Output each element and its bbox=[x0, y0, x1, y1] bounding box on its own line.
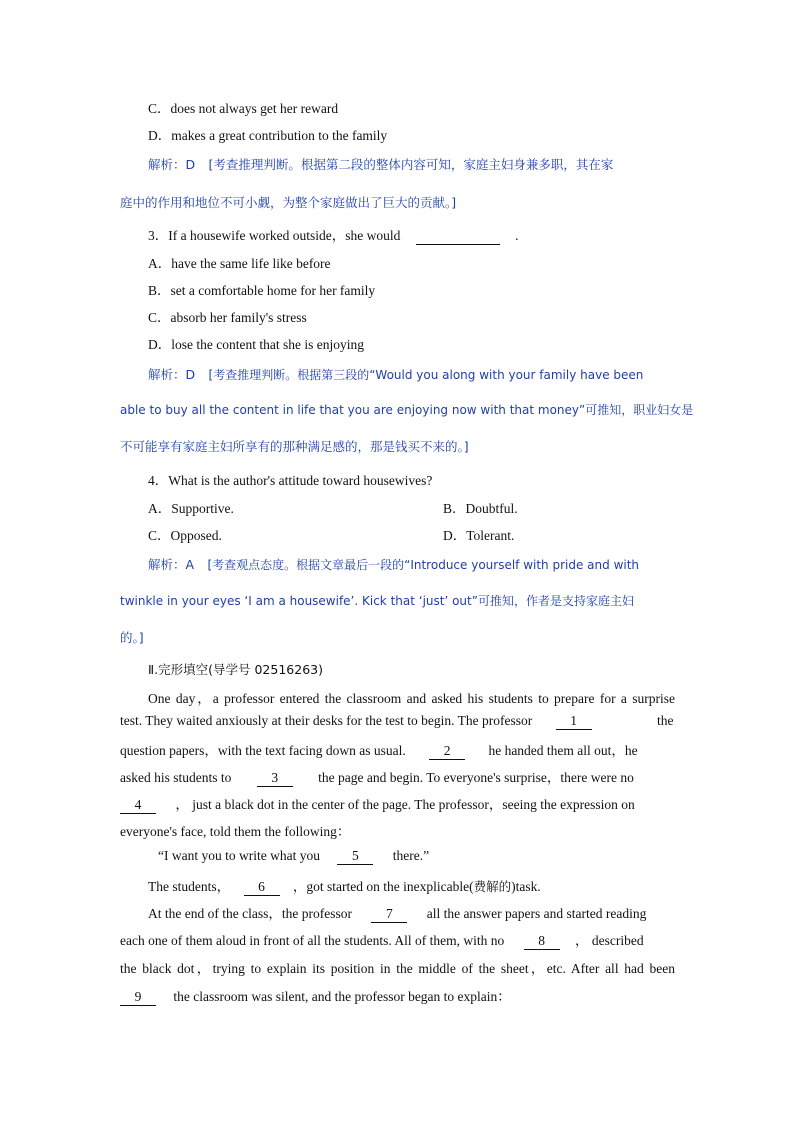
passage-text: ，got started on the inexplicable( bbox=[292, 879, 474, 894]
passage-text: the page and begin. To everyone's surprise，there were no bbox=[318, 770, 634, 785]
passage-line-7 bbox=[158, 848, 429, 865]
q3-option-a: A．have the same life like before bbox=[148, 256, 331, 271]
cloze-blank-5: 5 bbox=[337, 848, 373, 865]
q2-option-c: C．does not always get her reward bbox=[148, 101, 339, 116]
passage-line-6: everyone's face, told them the following： bbox=[120, 824, 351, 839]
q4-analysis-line1 bbox=[148, 555, 639, 573]
passage-text: “I want you to write what you bbox=[158, 848, 320, 863]
cloze-blank-1: 1 bbox=[556, 713, 592, 730]
q3-option-b: B．set a comfortable home for her family bbox=[148, 283, 376, 298]
passage-line-9 bbox=[148, 902, 646, 923]
passage-text: all the answer papers and started reading bbox=[426, 906, 647, 921]
passage-line-5 bbox=[120, 793, 635, 814]
q3-stem-text: 3．If a housewife worked outside，she would bbox=[148, 228, 401, 243]
q3-analysis-label: 解析：D bbox=[148, 367, 196, 382]
q2-analysis-text: [考查推理判断。根据第二段的整体内容可知，家庭主妇身兼多职，其在家 bbox=[208, 157, 614, 172]
q3-option-c: C．absorb her family's stress bbox=[148, 310, 307, 325]
passage-line-10 bbox=[120, 929, 644, 950]
passage-text: The students， bbox=[148, 879, 231, 894]
cloze-blank-2: 2 bbox=[429, 743, 465, 760]
passage-text: there.” bbox=[392, 848, 430, 863]
passage-text: At the end of the class，the professor bbox=[148, 906, 352, 921]
cloze-blank-7: 7 bbox=[371, 906, 407, 923]
q3-answer-blank bbox=[416, 228, 500, 245]
q4-option-a: A．Supportive. bbox=[148, 501, 234, 516]
passage-text: ， described bbox=[575, 933, 644, 948]
q3-analysis-line2: able to buy all the content in life that you are enjoying now with that money”可推知，职业妇女是 bbox=[120, 403, 694, 417]
passage-text-chinese: 费解的 bbox=[473, 879, 512, 894]
q2-analysis-label: 解析：D bbox=[148, 157, 196, 172]
q2-option-d: D．makes a great contribution to the family bbox=[148, 128, 388, 143]
passage-line-4 bbox=[120, 766, 634, 787]
passage-text: test. They waited anxiously at their desks for the test to begin. The professor bbox=[120, 713, 533, 728]
q3-option-d: D．lose the content that she is enjoying bbox=[148, 337, 364, 352]
passage-text: the bbox=[657, 713, 674, 728]
q4-option-b: B．Doubtful. bbox=[443, 501, 518, 516]
passage-text: the classroom was silent, and the professor began to explain： bbox=[173, 989, 511, 1004]
passage-text: asked his students to bbox=[120, 770, 232, 785]
q3-analysis-line1 bbox=[148, 365, 643, 383]
q3-analysis-line3: 不可能享有家庭主妇所享有的那种满足感的，那是钱买不来的。] bbox=[120, 439, 469, 454]
cloze-blank-3: 3 bbox=[257, 770, 293, 787]
passage-text: ， just a black dot in the center of the page. The professor，seeing the expression on bbox=[175, 797, 635, 812]
q2-analysis-line2: 庭中的作用和地位不可小觑，为整个家庭做出了巨大的贡献。] bbox=[120, 195, 457, 210]
q3-stem-end: . bbox=[515, 228, 519, 243]
cloze-blank-8: 8 bbox=[524, 933, 560, 950]
q4-option-c: C．Opposed. bbox=[148, 528, 222, 543]
passage-line-12 bbox=[120, 985, 511, 1006]
passage-line-1: One day，a professor entered the classroom and asked his students to prepare for a surprise bbox=[148, 691, 675, 706]
passage-line-2 bbox=[120, 713, 674, 730]
cloze-blank-4: 4 bbox=[120, 797, 156, 814]
q4-stem: 4．What is the author's attitude toward housewives? bbox=[148, 473, 433, 488]
q3-analysis-text: [考查推理判断。根据第三段的“Would you along with your family have been bbox=[208, 368, 644, 382]
passage-text: each one of them aloud in front of all the students. All of them, with no bbox=[120, 933, 505, 948]
q2-analysis-line1 bbox=[148, 155, 613, 173]
passage-line-3 bbox=[120, 739, 638, 760]
passage-text: )task. bbox=[511, 879, 541, 894]
passage-line-11: the black dot，trying to explain its position in the middle of the sheet，etc. After all had been bbox=[120, 961, 675, 976]
q4-analysis-line3: 的。] bbox=[120, 630, 144, 645]
cloze-blank-6: 6 bbox=[244, 879, 280, 896]
passage-text: question papers，with the text facing down as usual. bbox=[120, 743, 406, 758]
q3-stem bbox=[148, 224, 518, 245]
passage-text: he handed them all out，he bbox=[488, 743, 638, 758]
q4-analysis-label: 解析：A bbox=[148, 557, 195, 572]
q4-analysis-line2: twinkle in your eyes ‘I am a housewife’. Kick that ‘just’ out”可推知，作者是支持家庭主妇 bbox=[120, 594, 634, 608]
q4-analysis-text: [考查观点态度。根据文章最后一段的“Introduce yourself with pride and with bbox=[207, 558, 640, 572]
cloze-blank-9: 9 bbox=[120, 989, 156, 1006]
section-heading: Ⅱ.完形填空(导学号 02516263) bbox=[148, 662, 323, 677]
q4-option-d: D．Tolerant. bbox=[443, 528, 515, 543]
passage-line-8 bbox=[148, 875, 541, 896]
